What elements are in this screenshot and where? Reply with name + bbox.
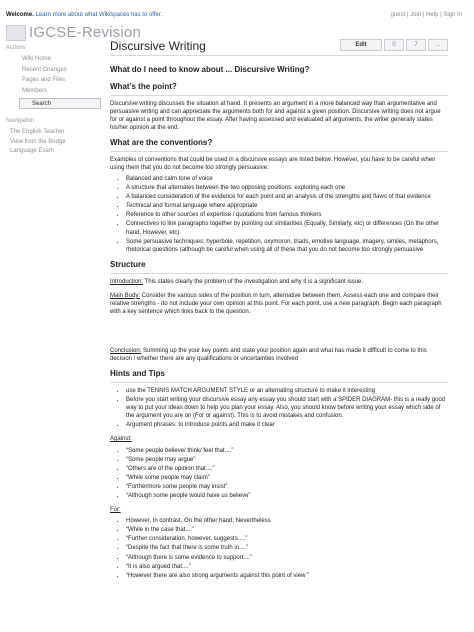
for-label: For: <box>110 507 121 514</box>
list-item: • “However there are also strong arguments against this point of view ” <box>126 572 448 580</box>
list-item: • Balanced and calm tone of voice <box>126 175 448 183</box>
page-content <box>110 56 448 580</box>
point-text: Discursive writing discusses the situation at hand. It presents an argument in a more balanced way than argumentative and persuasive writing and can appreciate the arguments both for and against a given position. Discursive writing does not argue for or against a point throughout the essay. After having assessed and evaluated all arguments, the writer generally states his/her opinion at the end. <box>110 100 441 131</box>
introduction-text: This states clearly the problem of the investigation and why it is a significant issue. <box>143 278 364 285</box>
welcome-message <box>6 11 162 19</box>
list-item: • Before you start writing your discursive essay any essay you should start with a SPIDER DIAGRAM- this is a really good way to put your ideas down to help you plan your essay. Also, you should know before writing your essay which side of the argument you are on (For or against). This is to avoid mistakes and confusion. <box>126 396 448 420</box>
list-item: • However, In contrast, On the other hand, Nevertheless <box>126 517 448 525</box>
lead-heading: What do I need to know about ... Discursive Writing? <box>110 65 310 74</box>
hints-heading: Hints and Tips <box>110 369 448 383</box>
list-item: • “Despite the fact that there is some truth in....” <box>126 544 448 552</box>
for-list <box>126 517 448 580</box>
logo-icon <box>6 25 26 41</box>
sidebar-item-members[interactable]: Members <box>22 87 48 94</box>
nav-item-view-from-bridge[interactable]: View from the Bridge <box>10 138 66 145</box>
list-item: • Some persuasive techniques: hyperbole, repetition, oxymoron, triads, emotive language, imagery, similes, metaphors, rhetorical questions (although be careful when using all of these that you do not become too strongly persuasive <box>126 238 448 254</box>
list-item: • A balanced consideration of the evidence for each point and an analysis of the strengths and flaws of that evidence <box>126 193 448 201</box>
list-item: • “Although there is some evidence to support....” <box>126 554 448 562</box>
sidebar-item-wiki-home[interactable]: Wiki Home <box>22 56 52 63</box>
list-item: • “Some people may argue” <box>126 456 448 464</box>
list-item: • “Further consideration, however, suggests….” <box>126 535 448 543</box>
list-item: • “Others are of the opinion that....” <box>126 465 448 473</box>
nav-item-language-exam[interactable]: Language Exam <box>10 148 54 155</box>
sidebar-item-pages-and-files[interactable]: Pages and Files <box>22 77 66 84</box>
list-item: • use the TENNIS MATCH ARGUMENT STYLE or an alternating structure to make it interesting <box>126 387 448 395</box>
conclusion-text: Summing up the your key points and state your position again and what has made it difficult to come to this decision / whether there are any qualifications or uncertainties involved <box>110 347 427 363</box>
introduction-label: Introduction: <box>110 278 144 285</box>
more-options-button[interactable]: ... <box>428 39 448 51</box>
list-item: • “Although some people would have us believe” <box>126 492 448 500</box>
hints-list <box>126 387 448 429</box>
logo-text[interactable]: IGCSE-Revision <box>29 23 141 41</box>
conventions-list <box>126 175 448 254</box>
structure-heading: Structure <box>110 260 448 274</box>
page-title-bar <box>110 36 448 56</box>
list-item: • Argument phrases: to introduce points and make it clear <box>126 421 448 429</box>
structure-introduction <box>110 278 448 286</box>
page-actions <box>338 39 448 51</box>
list-item: • Reference to other sources of expertise / quotations from famous thinkers <box>126 211 448 219</box>
against-label: Against: <box>110 436 132 443</box>
list-item: • “Some people believe/ think/ feel that....” <box>126 447 448 455</box>
discussion-count-button[interactable]: 0 <box>384 39 404 51</box>
search-button[interactable]: Search <box>19 98 101 109</box>
list-item: • “While in the case that....” <box>126 526 448 534</box>
main-body-label: Main Body: <box>110 292 141 299</box>
sidebar-item-recent-changes[interactable]: Recent Changes <box>22 66 67 73</box>
list-item: • A structure that alternates between the two opposing positions: exploring each one <box>126 184 448 192</box>
user-links[interactable] <box>391 11 462 19</box>
point-heading: What’s the point? <box>110 82 448 96</box>
against-list <box>126 447 448 501</box>
against-label-row <box>110 435 448 443</box>
navigation-heading: Navigation <box>6 118 35 125</box>
conventions-heading: What are the conventions? <box>110 138 448 152</box>
user-links-text[interactable]: guest | Join | Help | Sign In <box>390 12 462 18</box>
list-item: • Technical and formal language where appropriate <box>126 202 448 210</box>
sidebar <box>6 44 104 157</box>
page-main <box>110 36 448 584</box>
list-item: • Connectives to link paragraphs together by pointing out similarities (Equally, Similarly, etc) or differences (On the other hand, However, etc) <box>126 220 448 236</box>
edit-button[interactable]: Edit <box>340 39 382 51</box>
nav-item-english-teacher[interactable]: The English Teacher <box>10 129 65 136</box>
welcome-prefix: Welcome. <box>6 12 34 18</box>
history-count-button[interactable]: 7 <box>406 39 426 51</box>
structure-main-body <box>110 292 448 316</box>
main-body-text: Consider the various sides of the position in turn, alternative between them. Assess each one and compare their relative strengths - do not include your own opinion at this point. For each point, use a new paragraph. Begin each paragraph with a key sentence which links back to the question. <box>110 292 442 315</box>
page-title: Discursive Writing <box>110 39 206 53</box>
list-item: • “It is also argued that....” <box>126 563 448 571</box>
conventions-intro: Examples of conventions that could be used in a discursive essays are listed below. However, you have to be careful when using them that you do not become too strongly persuasive: <box>110 156 436 171</box>
list-item: • “Furthermore some people may insist” <box>126 483 448 491</box>
for-label-row <box>110 506 448 514</box>
conclusion-label: Conclusion: <box>110 347 142 354</box>
structure-conclusion <box>110 347 448 363</box>
spacer <box>110 319 448 333</box>
learn-more-link[interactable]: Learn more about what Wikispaces has to offer. <box>35 12 163 18</box>
actions-heading: Actions <box>6 45 26 51</box>
list-item: • “While some people may claim” <box>126 474 448 482</box>
